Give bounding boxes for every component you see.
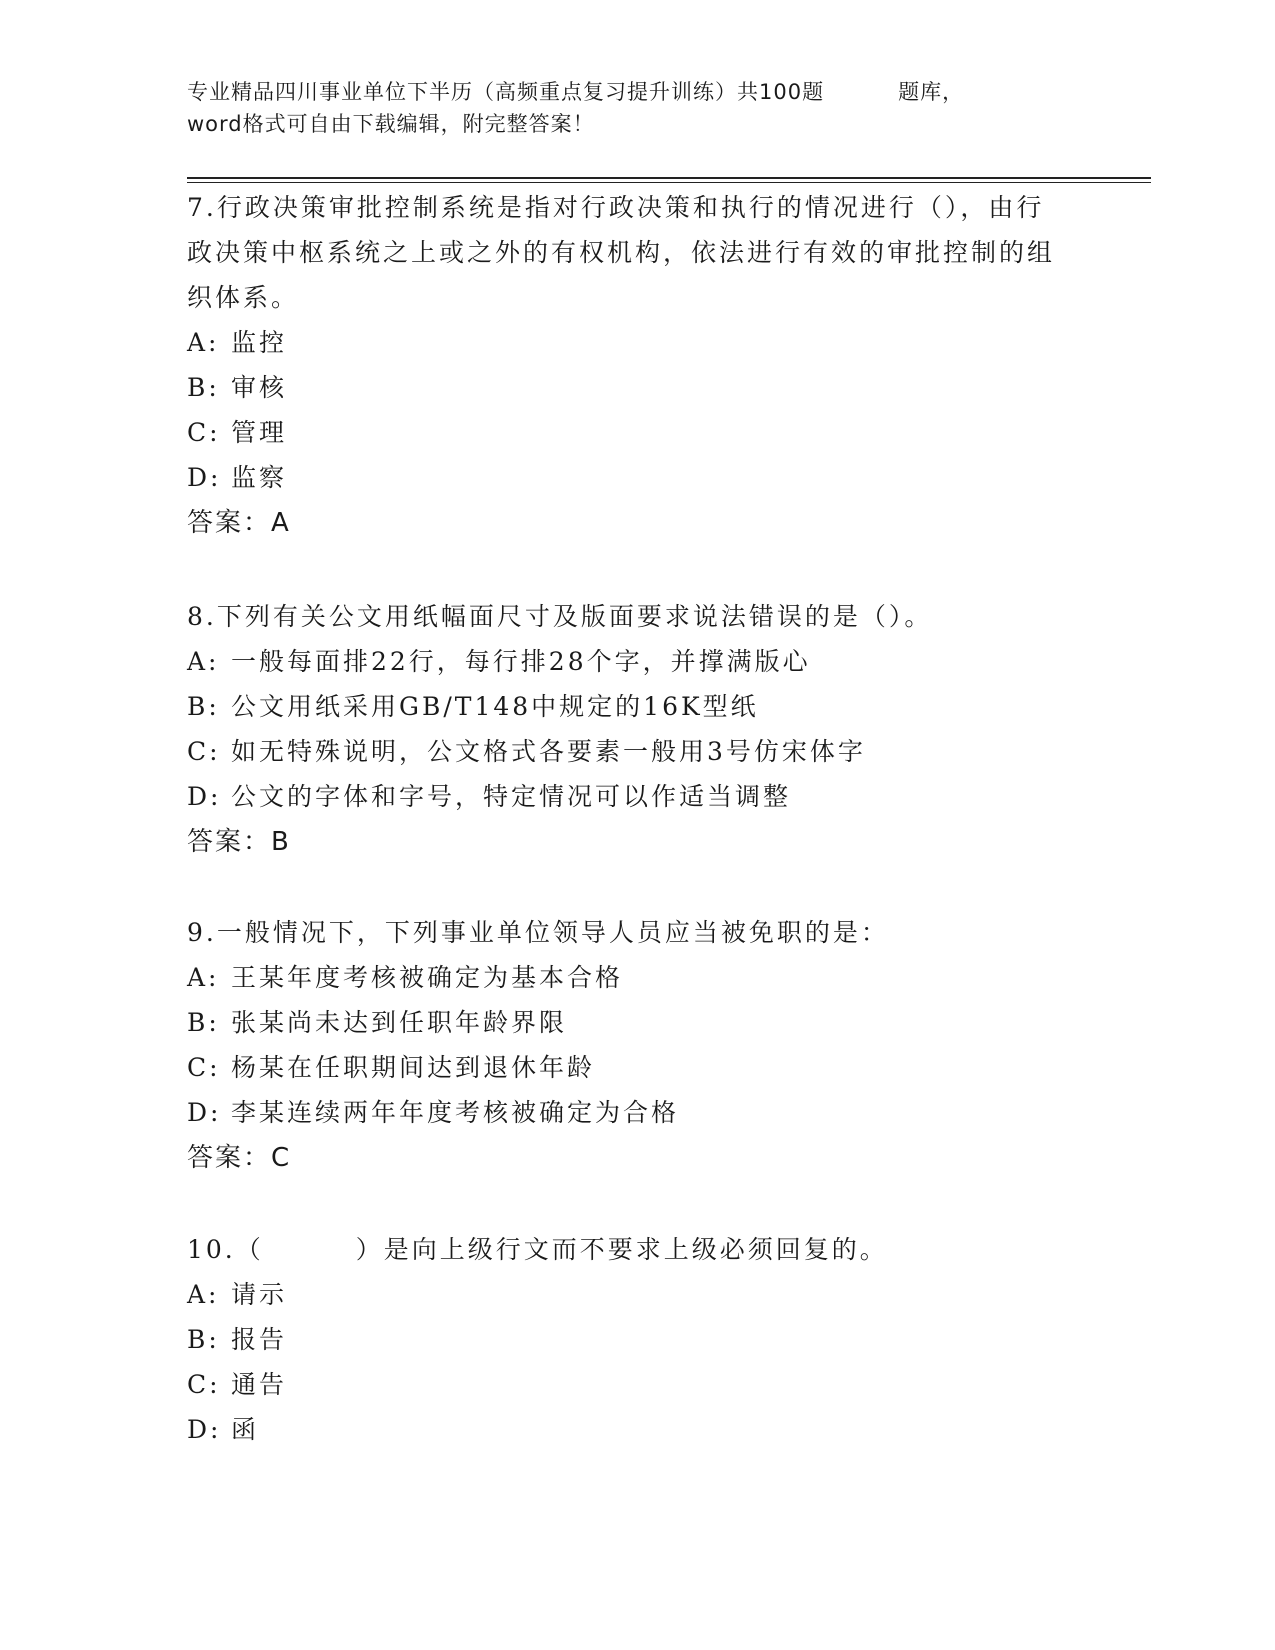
option-c: C: 管理 — [187, 418, 288, 447]
answer-label: 答案：A — [187, 508, 291, 538]
question-text: 7.行政决策审批控制系统是指对行政决策和执行的情况进行（），由行政决策中枢系统之上或之外的有权机构，依法进行有效的审批控制的组织体系。 — [187, 193, 1056, 312]
document-header — [187, 76, 1067, 140]
option-a: A: 请示 — [187, 1280, 288, 1309]
question-text: 9.一般情况下，下列事业单位领导人员应当被免职的是： — [187, 918, 889, 947]
option-c: C: 如无特殊说明，公文格式各要素一般用3号仿宋体字 — [187, 737, 866, 766]
option-a: A: 王某年度考核被确定为基本合格 — [187, 963, 624, 992]
option-b: B: 审核 — [187, 373, 288, 402]
option-b: B: 张某尚未达到任职年龄界限 — [187, 1008, 568, 1037]
question-9 — [187, 910, 1067, 1181]
header-title-tail: 题库， — [898, 80, 965, 104]
option-d: D: 李某连续两年年度考核被确定为合格 — [187, 1098, 680, 1127]
question-7 — [187, 185, 1067, 546]
option-d: D: 函 — [187, 1415, 260, 1444]
header-divider-thin — [187, 182, 1151, 183]
answer-label: 答案：C — [187, 1143, 292, 1173]
header-divider — [187, 177, 1151, 179]
option-a: A: 监控 — [187, 328, 288, 357]
question-text: 8.下列有关公文用纸幅面尺寸及版面要求说法错误的是（）。 — [187, 602, 933, 631]
option-c: C: 通告 — [187, 1370, 288, 1399]
answer-label: 答案：B — [187, 827, 291, 857]
question-10 — [187, 1227, 1067, 1452]
option-c: C: 杨某在任职期间达到退休年龄 — [187, 1053, 596, 1082]
header-line-2: word格式可自由下载编辑，附完整答案！ — [187, 112, 595, 136]
option-d: D: 公文的字体和字号，特定情况可以作适当调整 — [187, 782, 792, 811]
question-8 — [187, 594, 1067, 865]
header-title: 专业精品四川事业单位下半历（高频重点复习提升训练）共100题 — [187, 80, 825, 104]
option-a: A: 一般每面排22行，每行排28个字，并撑满版心 — [187, 647, 811, 676]
question-text: 10.（ ）是向上级行文而不要求上级必须回复的。 — [187, 1235, 888, 1264]
option-b: B: 报告 — [187, 1325, 288, 1354]
header-line-1 — [187, 76, 1067, 108]
option-b: B: 公文用纸采用GB/T148中规定的16K型纸 — [187, 692, 759, 721]
option-d: D: 监察 — [187, 463, 288, 492]
